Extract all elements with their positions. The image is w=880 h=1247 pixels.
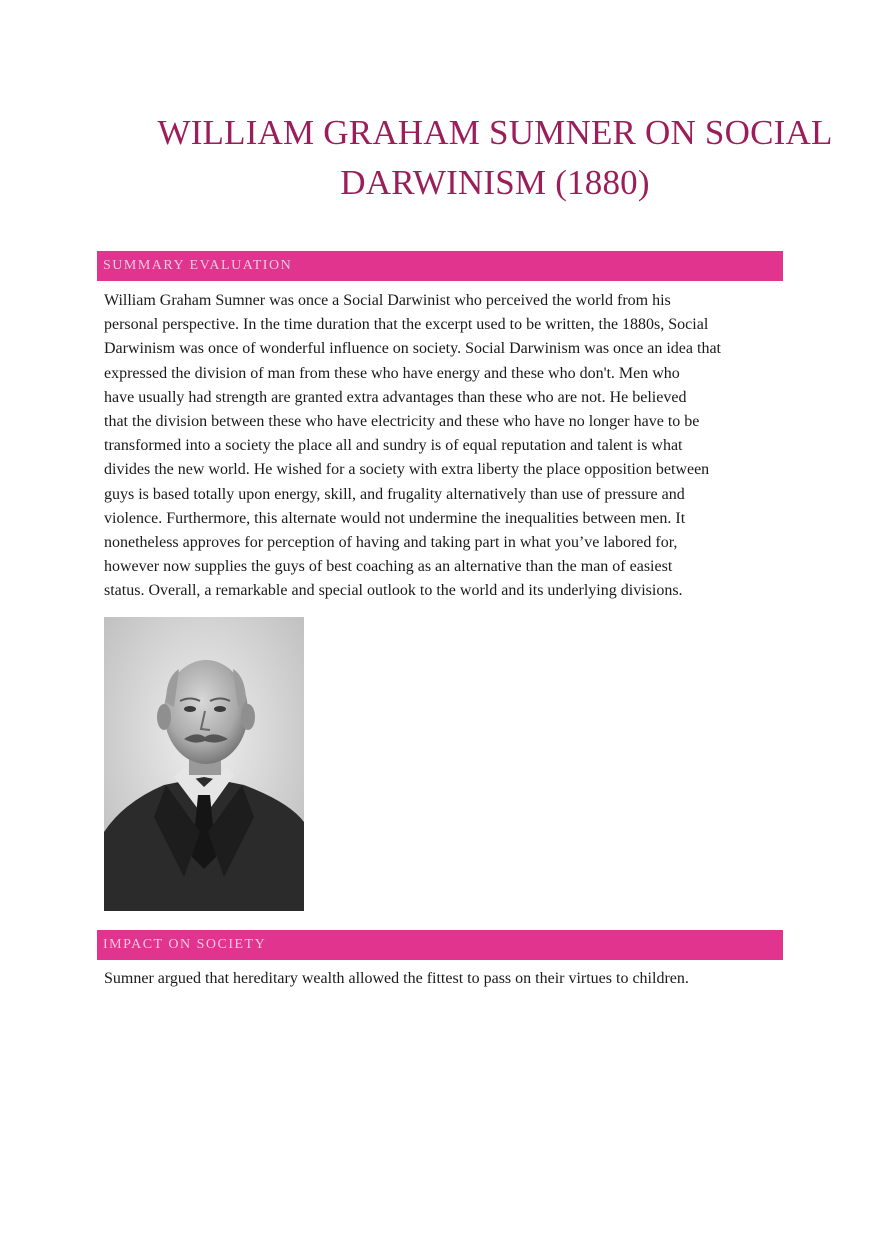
- title-line-1: WILLIAM GRAHAM SUMNER ON SOCIAL: [157, 113, 833, 152]
- text-line: divides the new world. He wished for a society with extra liberty the place opposition between: [104, 461, 710, 479]
- text-line: however now supplies the guys of best coaching as an alternative than the man of easiest: [104, 558, 673, 576]
- text-line: Sumner argued that hereditary wealth allowed the fittest to pass on their virtues to children.: [104, 970, 689, 987]
- text-line: Darwinism was once of wonderful influence on society. Social Darwinism was once an idea that: [104, 340, 721, 358]
- title-line-2: DARWINISM (1880): [340, 163, 650, 202]
- text-line: guys is based totally upon energy, skill, and frugality alternatively than use of pressure and: [104, 485, 685, 503]
- section-heading-impact: IMPACT ON SOCIETY: [97, 930, 783, 960]
- text-line: have usually had strength are granted extra advantages than these who are not. He believed: [104, 388, 687, 406]
- text-line: personal perspective. In the time duration that the excerpt used to be written, the 1880s, Social: [104, 316, 709, 334]
- text-line: transformed into a society the place all and sundry is of equal reputation and talent is what: [104, 437, 683, 455]
- text-line: expressed the division of man from these who have energy and these who don't. Men who: [104, 364, 680, 382]
- text-line: violence. Furthermore, this alternate would not undermine the inequalities between men. It: [104, 509, 686, 527]
- portrait-photo: [104, 617, 304, 911]
- summary-paragraph: [104, 289, 784, 604]
- section-heading-summary: SUMMARY EVALUATION: [97, 251, 783, 281]
- text-line: status. Overall, a remarkable and special outlook to the world and its underlying divisions.: [104, 582, 683, 600]
- impact-paragraph: [104, 967, 784, 991]
- page-title: [110, 108, 880, 208]
- text-line: nonetheless approves for perception of having and taking part in what you’ve labored for,: [104, 534, 678, 552]
- text-line: William Graham Sumner was once a Social Darwinist who perceived the world from his: [104, 292, 671, 309]
- portrait-illustration: [104, 617, 304, 911]
- text-line: that the division between these who have electricity and these who have no longer have to be: [104, 413, 700, 431]
